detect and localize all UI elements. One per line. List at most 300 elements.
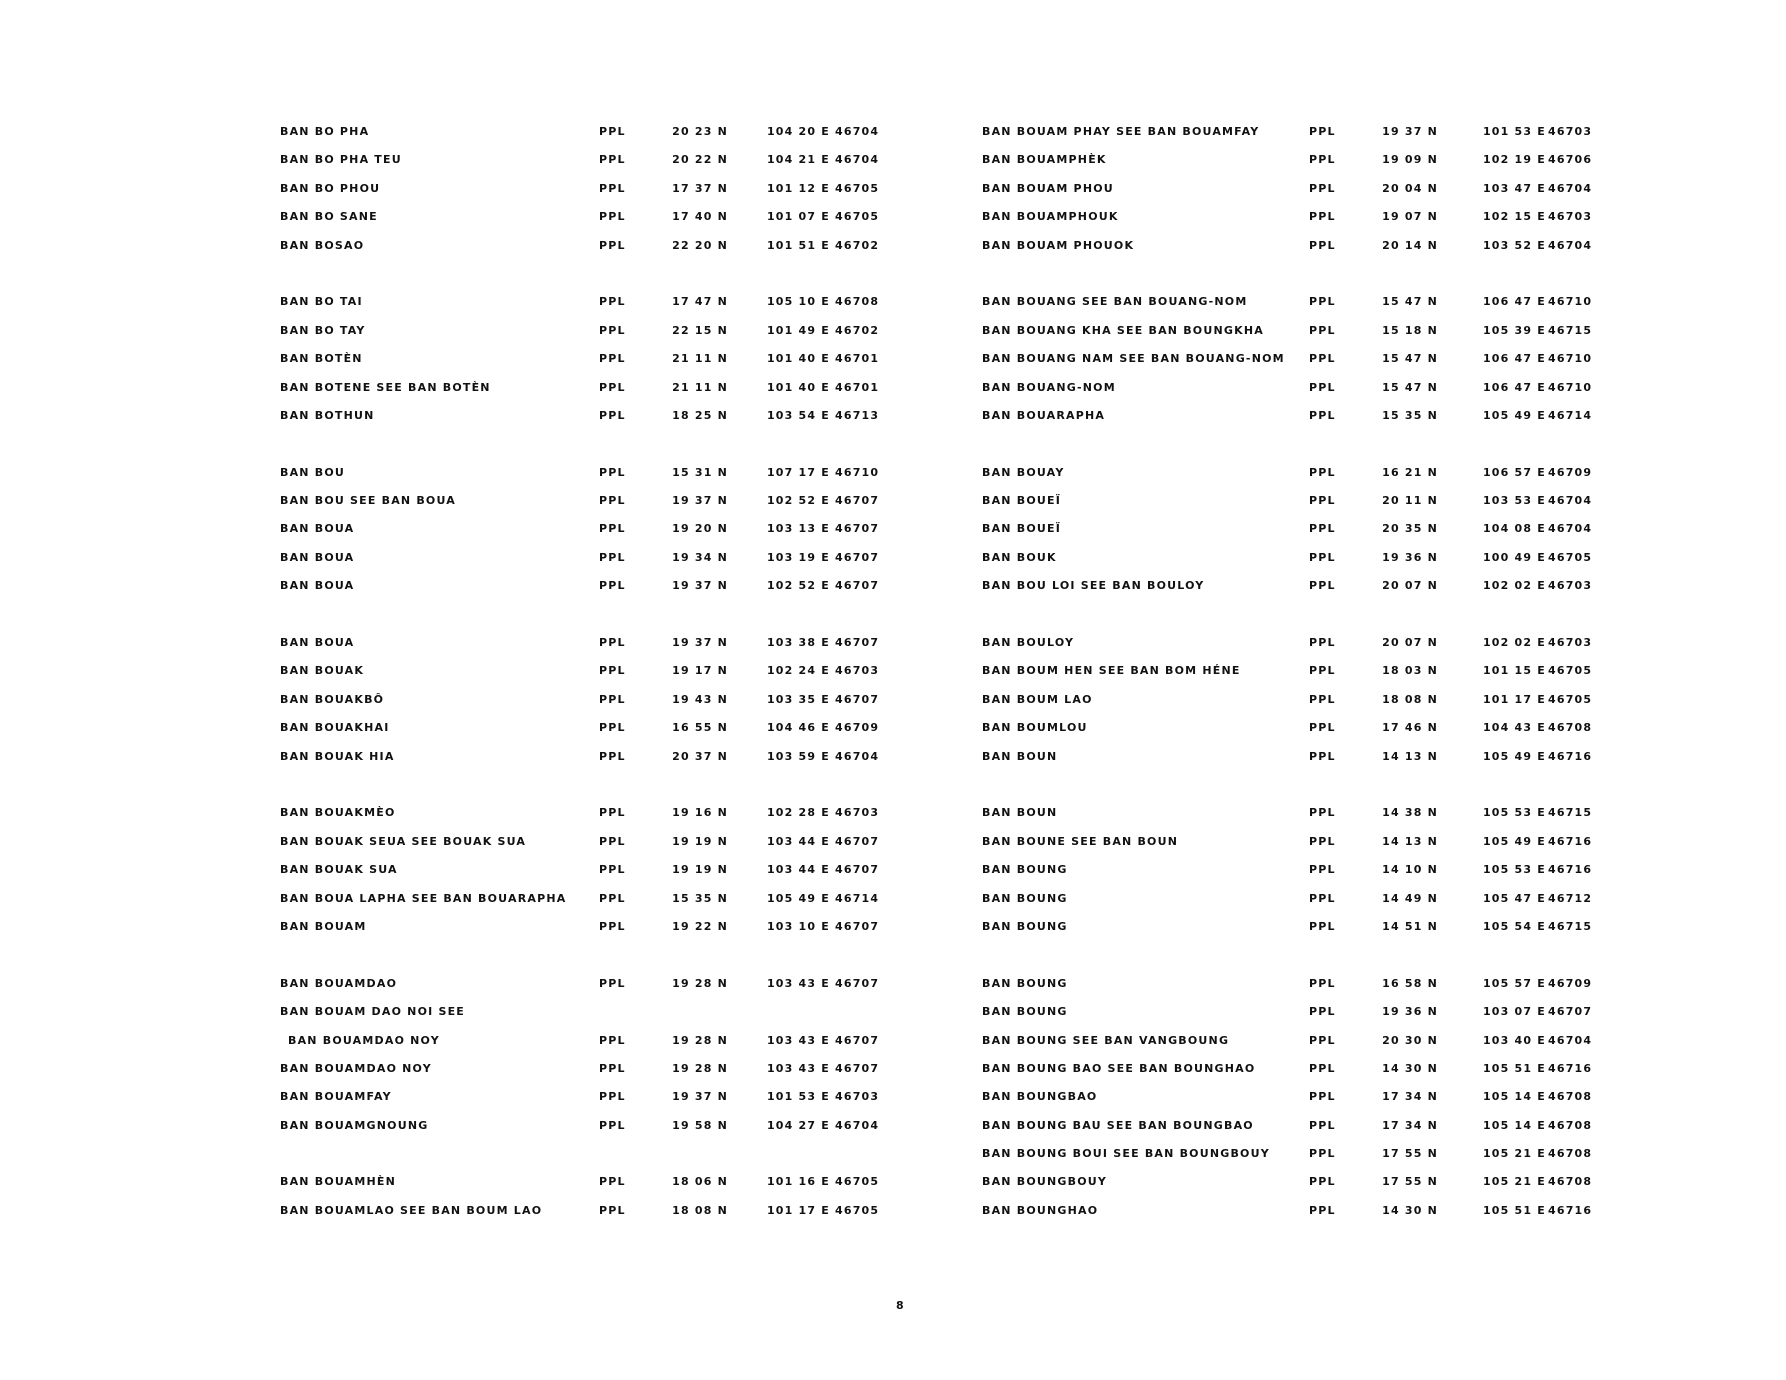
latitude: 19 16 N bbox=[672, 806, 728, 820]
feature-code: PPL bbox=[599, 465, 626, 479]
gazetteer-entry bbox=[280, 800, 890, 828]
longitude: 105 51 E bbox=[1482, 1061, 1546, 1075]
longitude: 101 40 E bbox=[766, 352, 830, 366]
longitude: 104 20 E bbox=[766, 125, 830, 138]
feature-code: PPL bbox=[599, 295, 626, 309]
place-name: BAN BOUAM PHAY SEE BAN BOUAMFAY bbox=[982, 125, 1260, 138]
place-name: BAN BOUAM DAO NOI SEE bbox=[280, 1005, 466, 1019]
feature-code: PPL bbox=[599, 380, 626, 394]
place-name: BAN BOULOY bbox=[982, 636, 1075, 650]
map-reference: 46708 bbox=[1548, 1118, 1593, 1132]
gazetteer-entry bbox=[982, 516, 1592, 544]
feature-code: PPL bbox=[1309, 664, 1336, 678]
gazetteer-entry bbox=[982, 1141, 1592, 1169]
map-reference: 46707 bbox=[835, 834, 880, 848]
map-reference: 46703 bbox=[835, 806, 880, 820]
longitude: 105 10 E bbox=[766, 295, 830, 309]
feature-code: PPL bbox=[1309, 210, 1336, 224]
place-name: BAN BOUAMPHÈK bbox=[982, 153, 1107, 167]
map-reference: 46703 bbox=[1548, 210, 1593, 224]
latitude: 14 30 N bbox=[1382, 1203, 1438, 1217]
gazetteer-entry bbox=[982, 318, 1592, 346]
place-name: BAN BOU LOI SEE BAN BOULOY bbox=[982, 579, 1205, 593]
feature-code: PPL bbox=[1309, 806, 1336, 820]
longitude: 105 53 E bbox=[1482, 806, 1546, 820]
place-name: BAN BOUAKMÈO bbox=[280, 806, 396, 820]
gazetteer-entry bbox=[982, 857, 1592, 885]
feature-code: PPL bbox=[599, 153, 626, 167]
feature-code: PPL bbox=[1309, 408, 1336, 422]
gazetteer-entry bbox=[280, 346, 890, 374]
longitude: 101 17 E bbox=[1482, 692, 1546, 706]
feature-code: PPL bbox=[599, 1175, 626, 1189]
gazetteer-entry bbox=[982, 119, 1592, 147]
latitude: 19 43 N bbox=[672, 692, 728, 706]
longitude: 105 14 E bbox=[1482, 1118, 1546, 1132]
gazetteer-entry bbox=[982, 403, 1592, 431]
longitude: 106 47 E bbox=[1482, 295, 1546, 309]
feature-code: PPL bbox=[1309, 352, 1336, 366]
longitude: 103 43 E bbox=[766, 976, 830, 990]
feature-code: PPL bbox=[599, 749, 626, 763]
gazetteer-entry bbox=[280, 488, 890, 516]
feature-code: PPL bbox=[599, 692, 626, 706]
latitude: 21 11 N bbox=[672, 352, 728, 366]
map-reference: 46715 bbox=[1548, 323, 1593, 337]
latitude: 19 37 N bbox=[672, 494, 728, 508]
place-name: BAN BOUAMPHOUK bbox=[982, 210, 1119, 224]
map-reference: 46705 bbox=[1548, 664, 1593, 678]
longitude: 104 46 E bbox=[766, 721, 830, 735]
feature-code: PPL bbox=[1309, 323, 1336, 337]
feature-code: PPL bbox=[1309, 1118, 1336, 1132]
latitude: 18 06 N bbox=[672, 1175, 728, 1189]
feature-code: PPL bbox=[1309, 181, 1336, 195]
latitude: 19 22 N bbox=[672, 919, 728, 933]
latitude: 17 46 N bbox=[1382, 721, 1438, 735]
latitude: 20 04 N bbox=[1382, 181, 1438, 195]
place-name: BAN BOUAM PHOUOK bbox=[982, 238, 1135, 252]
longitude: 105 21 E bbox=[1482, 1147, 1546, 1161]
place-name: BAN BOUAMDAO NOY bbox=[288, 1033, 440, 1047]
map-reference: 46707 bbox=[835, 636, 880, 650]
latitude: 18 03 N bbox=[1382, 664, 1438, 678]
feature-code: PPL bbox=[1309, 1175, 1336, 1189]
gazetteer-entry bbox=[280, 914, 890, 942]
longitude: 101 51 E bbox=[766, 238, 830, 252]
longitude: 104 21 E bbox=[766, 153, 830, 167]
left-column bbox=[280, 119, 890, 1226]
map-reference: 46707 bbox=[835, 863, 880, 877]
gazetteer-entry bbox=[982, 1113, 1592, 1141]
latitude: 17 47 N bbox=[672, 295, 728, 309]
gazetteer-entry bbox=[982, 715, 1592, 743]
longitude: 101 49 E bbox=[766, 323, 830, 337]
latitude: 20 14 N bbox=[1382, 238, 1438, 252]
gazetteer-entry bbox=[982, 971, 1592, 999]
longitude: 105 54 E bbox=[1482, 919, 1546, 933]
longitude: 103 59 E bbox=[766, 749, 830, 763]
feature-code: PPL bbox=[1309, 550, 1336, 564]
map-reference: 46712 bbox=[1548, 891, 1593, 905]
gazetteer-entry bbox=[982, 573, 1592, 601]
gazetteer-entry bbox=[280, 318, 890, 346]
latitude: 19 58 N bbox=[672, 1118, 728, 1132]
gazetteer-entry bbox=[280, 687, 890, 715]
feature-code: PPL bbox=[599, 494, 626, 508]
map-reference: 46702 bbox=[835, 238, 880, 252]
map-reference: 46708 bbox=[1548, 1090, 1593, 1104]
place-name: BAN BOUNGHAO bbox=[982, 1203, 1099, 1217]
longitude: 103 13 E bbox=[766, 522, 830, 536]
feature-code: PPL bbox=[599, 664, 626, 678]
gazetteer-entry bbox=[982, 545, 1592, 573]
map-reference: 46714 bbox=[1548, 408, 1593, 422]
feature-code: PPL bbox=[1309, 749, 1336, 763]
place-name: BAN BOUARAPHA bbox=[982, 408, 1106, 422]
feature-code: PPL bbox=[599, 976, 626, 990]
feature-code: PPL bbox=[599, 1033, 626, 1047]
latitude: 19 36 N bbox=[1382, 550, 1438, 564]
map-reference: 46708 bbox=[835, 295, 880, 309]
place-name: BAN BOUA bbox=[280, 636, 355, 650]
map-reference: 46706 bbox=[1548, 153, 1593, 167]
place-name: BAN BOUNG bbox=[982, 976, 1068, 990]
gazetteer-entry bbox=[982, 687, 1592, 715]
longitude: 102 52 E bbox=[766, 494, 830, 508]
place-name: BAN BOUNGBAO bbox=[982, 1090, 1098, 1104]
feature-code: PPL bbox=[599, 721, 626, 735]
place-name: BAN BOUAMLAO SEE BAN BOUM LAO bbox=[280, 1203, 543, 1217]
place-name: BAN BOUAY bbox=[982, 465, 1065, 479]
longitude: 105 49 E bbox=[766, 891, 830, 905]
feature-code: PPL bbox=[1309, 380, 1336, 394]
longitude: 101 16 E bbox=[766, 1175, 830, 1189]
feature-code: PPL bbox=[599, 579, 626, 593]
map-reference: 46708 bbox=[1548, 1147, 1593, 1161]
gazetteer-entry bbox=[280, 460, 890, 488]
gazetteer-entry bbox=[982, 233, 1592, 261]
longitude: 103 44 E bbox=[766, 834, 830, 848]
longitude: 103 47 E bbox=[1482, 181, 1546, 195]
longitude: 103 43 E bbox=[766, 1061, 830, 1075]
latitude: 15 35 N bbox=[672, 891, 728, 905]
map-reference: 46716 bbox=[1548, 1061, 1593, 1075]
gazetteer-entry bbox=[982, 658, 1592, 686]
longitude: 105 51 E bbox=[1482, 1203, 1546, 1217]
longitude: 105 57 E bbox=[1482, 976, 1546, 990]
latitude: 19 19 N bbox=[672, 863, 728, 877]
longitude: 101 17 E bbox=[766, 1203, 830, 1217]
latitude: 19 19 N bbox=[672, 834, 728, 848]
feature-code: PPL bbox=[1309, 125, 1336, 138]
gazetteer-entry bbox=[982, 346, 1592, 374]
longitude: 102 28 E bbox=[766, 806, 830, 820]
longitude: 102 02 E bbox=[1482, 636, 1546, 650]
longitude: 105 21 E bbox=[1482, 1175, 1546, 1189]
gazetteer-entry bbox=[280, 971, 890, 999]
place-name: BAN BOUNG bbox=[982, 919, 1068, 933]
place-name: BAN BOUNG bbox=[982, 1005, 1068, 1019]
feature-code: PPL bbox=[599, 323, 626, 337]
longitude: 105 49 E bbox=[1482, 834, 1546, 848]
feature-code: PPL bbox=[1309, 522, 1336, 536]
place-name: BAN BO SANE bbox=[280, 210, 378, 224]
map-reference: 46709 bbox=[835, 721, 880, 735]
latitude: 17 40 N bbox=[672, 210, 728, 224]
gazetteer-entry bbox=[982, 886, 1592, 914]
latitude: 19 37 N bbox=[672, 579, 728, 593]
longitude: 101 15 E bbox=[1482, 664, 1546, 678]
latitude: 15 47 N bbox=[1382, 295, 1438, 309]
place-name: BAN BO TAI bbox=[280, 295, 363, 309]
gazetteer-entry bbox=[982, 488, 1592, 516]
latitude: 20 07 N bbox=[1382, 579, 1438, 593]
feature-code: PPL bbox=[1309, 891, 1336, 905]
place-name: BAN BOUAKBÔ bbox=[280, 692, 385, 706]
feature-code: PPL bbox=[1309, 1061, 1336, 1075]
place-name: BAN BOTHUN bbox=[280, 408, 375, 422]
map-reference: 46714 bbox=[835, 891, 880, 905]
longitude: 100 49 E bbox=[1482, 550, 1546, 564]
place-name: BAN BOUEÏ bbox=[982, 494, 1062, 508]
place-name: BAN BOUEÏ bbox=[982, 522, 1062, 536]
latitude: 18 25 N bbox=[672, 408, 728, 422]
feature-code: PPL bbox=[599, 181, 626, 195]
feature-code: PPL bbox=[599, 408, 626, 422]
map-reference: 46709 bbox=[1548, 465, 1593, 479]
place-name: BAN BOUK bbox=[982, 550, 1057, 564]
place-name: BAN BOUNG BAU SEE BAN BOUNGBAO bbox=[982, 1118, 1254, 1132]
gazetteer-entry bbox=[280, 119, 890, 147]
latitude: 15 18 N bbox=[1382, 323, 1438, 337]
gazetteer-entry bbox=[280, 147, 890, 175]
place-name: BAN BOUNG bbox=[982, 863, 1068, 877]
gazetteer-entry bbox=[280, 516, 890, 544]
latitude: 20 23 N bbox=[672, 125, 728, 138]
place-name: BAN BOUA LAPHA SEE BAN BOUARAPHA bbox=[280, 891, 567, 905]
latitude: 18 08 N bbox=[672, 1203, 728, 1217]
place-name: BAN BOU SEE BAN BOUA bbox=[280, 494, 456, 508]
map-reference: 46703 bbox=[1548, 636, 1593, 650]
latitude: 22 20 N bbox=[672, 238, 728, 252]
place-name: BAN BOUANG-NOM bbox=[982, 380, 1116, 394]
page-number: 8 bbox=[896, 1299, 904, 1312]
map-reference: 46707 bbox=[835, 976, 880, 990]
longitude: 102 52 E bbox=[766, 579, 830, 593]
map-reference: 46704 bbox=[1548, 494, 1593, 508]
longitude: 103 35 E bbox=[766, 692, 830, 706]
longitude: 103 07 E bbox=[1482, 1005, 1546, 1019]
feature-code: PPL bbox=[1309, 494, 1336, 508]
feature-code: PPL bbox=[1309, 295, 1336, 309]
gazetteer-entry bbox=[982, 1084, 1592, 1112]
longitude: 101 12 E bbox=[766, 181, 830, 195]
map-reference: 46704 bbox=[835, 125, 880, 138]
latitude: 17 55 N bbox=[1382, 1147, 1438, 1161]
feature-code: PPL bbox=[1309, 465, 1336, 479]
latitude: 19 07 N bbox=[1382, 210, 1438, 224]
longitude: 102 19 E bbox=[1482, 153, 1546, 167]
latitude: 19 28 N bbox=[672, 1033, 728, 1047]
latitude: 19 20 N bbox=[672, 522, 728, 536]
feature-code: PPL bbox=[599, 522, 626, 536]
feature-code: PPL bbox=[599, 238, 626, 252]
map-reference: 46707 bbox=[835, 579, 880, 593]
latitude: 19 37 N bbox=[672, 1090, 728, 1104]
map-reference: 46708 bbox=[1548, 721, 1593, 735]
right-column bbox=[982, 119, 1592, 1226]
gazetteer-entry bbox=[982, 630, 1592, 658]
gazetteer-entry bbox=[280, 1113, 890, 1141]
latitude: 16 21 N bbox=[1382, 465, 1438, 479]
feature-code: PPL bbox=[1309, 1033, 1336, 1047]
place-name: BAN BOUAK bbox=[280, 664, 365, 678]
place-name: BAN BOSAO bbox=[280, 238, 365, 252]
place-name: BAN BOUAMDAO bbox=[280, 976, 398, 990]
map-reference: 46716 bbox=[1548, 1203, 1593, 1217]
map-reference: 46705 bbox=[1548, 550, 1593, 564]
gazetteer-entry bbox=[982, 1198, 1592, 1226]
place-name: BAN BOUM HEN SEE BAN BOM HÉNE bbox=[982, 664, 1241, 678]
gazetteer-entry bbox=[280, 375, 890, 403]
latitude: 14 51 N bbox=[1382, 919, 1438, 933]
longitude: 105 53 E bbox=[1482, 863, 1546, 877]
map-reference: 46704 bbox=[835, 1118, 880, 1132]
feature-code: PPL bbox=[599, 1118, 626, 1132]
longitude: 107 17 E bbox=[766, 465, 830, 479]
map-reference: 46707 bbox=[835, 550, 880, 564]
place-name: BAN BOUA bbox=[280, 579, 355, 593]
feature-code: PPL bbox=[599, 125, 626, 138]
longitude: 104 27 E bbox=[766, 1118, 830, 1132]
latitude: 20 22 N bbox=[672, 153, 728, 167]
place-name: BAN BOUAM bbox=[280, 919, 367, 933]
longitude: 102 24 E bbox=[766, 664, 830, 678]
feature-code: PPL bbox=[1309, 692, 1336, 706]
longitude: 103 44 E bbox=[766, 863, 830, 877]
longitude: 101 53 E bbox=[1482, 125, 1546, 138]
latitude: 17 34 N bbox=[1382, 1090, 1438, 1104]
gazetteer-entry bbox=[280, 744, 890, 772]
latitude: 19 17 N bbox=[672, 664, 728, 678]
latitude: 19 37 N bbox=[1382, 125, 1438, 138]
place-name: BAN BOUAK HIA bbox=[280, 749, 395, 763]
feature-code: PPL bbox=[1309, 153, 1336, 167]
feature-code: PPL bbox=[1309, 721, 1336, 735]
latitude: 14 38 N bbox=[1382, 806, 1438, 820]
gazetteer-entry bbox=[982, 1056, 1592, 1084]
map-reference: 46703 bbox=[835, 1090, 880, 1104]
gazetteer-entry bbox=[280, 573, 890, 601]
place-name: BAN BOUNG BOUI SEE BAN BOUNGBOUY bbox=[982, 1147, 1270, 1161]
feature-code: PPL bbox=[599, 834, 626, 848]
gazetteer-entry bbox=[982, 1169, 1592, 1197]
feature-code: PPL bbox=[599, 919, 626, 933]
gazetteer-entry bbox=[280, 715, 890, 743]
place-name: BAN BOTÈN bbox=[280, 352, 363, 366]
longitude: 106 47 E bbox=[1482, 352, 1546, 366]
place-name: BAN BOUA bbox=[280, 522, 355, 536]
place-name: BAN BOTENE SEE BAN BOTÈN bbox=[280, 380, 491, 394]
longitude: 103 52 E bbox=[1482, 238, 1546, 252]
map-reference: 46704 bbox=[835, 153, 880, 167]
latitude: 20 07 N bbox=[1382, 636, 1438, 650]
place-name: BAN BOUANG KHA SEE BAN BOUNGKHA bbox=[982, 323, 1264, 337]
longitude: 104 43 E bbox=[1482, 721, 1546, 735]
latitude: 19 34 N bbox=[672, 550, 728, 564]
place-name: BAN BOUAM PHOU bbox=[982, 181, 1114, 195]
longitude: 105 14 E bbox=[1482, 1090, 1546, 1104]
gazetteer-entry bbox=[982, 289, 1592, 317]
longitude: 103 38 E bbox=[766, 636, 830, 650]
place-name: BAN BOUA bbox=[280, 550, 355, 564]
map-reference: 46704 bbox=[1548, 181, 1593, 195]
latitude: 14 30 N bbox=[1382, 1061, 1438, 1075]
longitude: 103 43 E bbox=[766, 1033, 830, 1047]
gazetteer-entry bbox=[280, 1056, 890, 1084]
feature-code: PPL bbox=[1309, 919, 1336, 933]
map-reference: 46704 bbox=[1548, 238, 1593, 252]
map-reference: 46701 bbox=[835, 380, 880, 394]
map-reference: 46707 bbox=[835, 522, 880, 536]
longitude: 101 40 E bbox=[766, 380, 830, 394]
feature-code: PPL bbox=[599, 806, 626, 820]
gazetteer-entry bbox=[280, 1198, 890, 1226]
map-reference: 46705 bbox=[835, 181, 880, 195]
map-reference: 46716 bbox=[1548, 749, 1593, 763]
feature-code: PPL bbox=[1309, 1203, 1336, 1217]
feature-code: PPL bbox=[599, 550, 626, 564]
gazetteer-entry bbox=[280, 403, 890, 431]
gazetteer-entry bbox=[280, 289, 890, 317]
map-reference: 46705 bbox=[1548, 692, 1593, 706]
place-name: BAN BO TAY bbox=[280, 323, 366, 337]
map-reference: 46707 bbox=[1548, 1005, 1593, 1019]
map-reference: 46707 bbox=[835, 494, 880, 508]
map-reference: 46710 bbox=[835, 465, 880, 479]
map-reference: 46716 bbox=[1548, 863, 1593, 877]
gazetteer-entry bbox=[280, 545, 890, 573]
gazetteer-entry bbox=[280, 829, 890, 857]
feature-code: PPL bbox=[1309, 976, 1336, 990]
map-reference: 46707 bbox=[835, 1061, 880, 1075]
latitude: 17 37 N bbox=[672, 181, 728, 195]
map-reference: 46703 bbox=[1548, 579, 1593, 593]
latitude: 14 10 N bbox=[1382, 863, 1438, 877]
latitude: 19 37 N bbox=[672, 636, 728, 650]
gazetteer-entry bbox=[280, 857, 890, 885]
feature-code: PPL bbox=[599, 863, 626, 877]
place-name: BAN BOU bbox=[280, 465, 346, 479]
map-reference: 46707 bbox=[835, 692, 880, 706]
place-name: BAN BO PHOU bbox=[280, 181, 381, 195]
latitude: 16 58 N bbox=[1382, 976, 1438, 990]
place-name: BAN BOUM LAO bbox=[982, 692, 1093, 706]
place-name: BAN BOUAMDAO NOY bbox=[280, 1061, 432, 1075]
longitude: 103 40 E bbox=[1482, 1033, 1546, 1047]
gazetteer-entry bbox=[280, 999, 890, 1027]
feature-code: PPL bbox=[599, 1203, 626, 1217]
feature-code: PPL bbox=[599, 352, 626, 366]
place-name: BAN BOUNG SEE BAN VANGBOUNG bbox=[982, 1033, 1230, 1047]
longitude: 102 02 E bbox=[1482, 579, 1546, 593]
gazetteer-entry bbox=[982, 176, 1592, 204]
latitude: 17 34 N bbox=[1382, 1118, 1438, 1132]
latitude: 19 09 N bbox=[1382, 153, 1438, 167]
gazetteer-entry bbox=[982, 460, 1592, 488]
feature-code: PPL bbox=[1309, 1090, 1336, 1104]
